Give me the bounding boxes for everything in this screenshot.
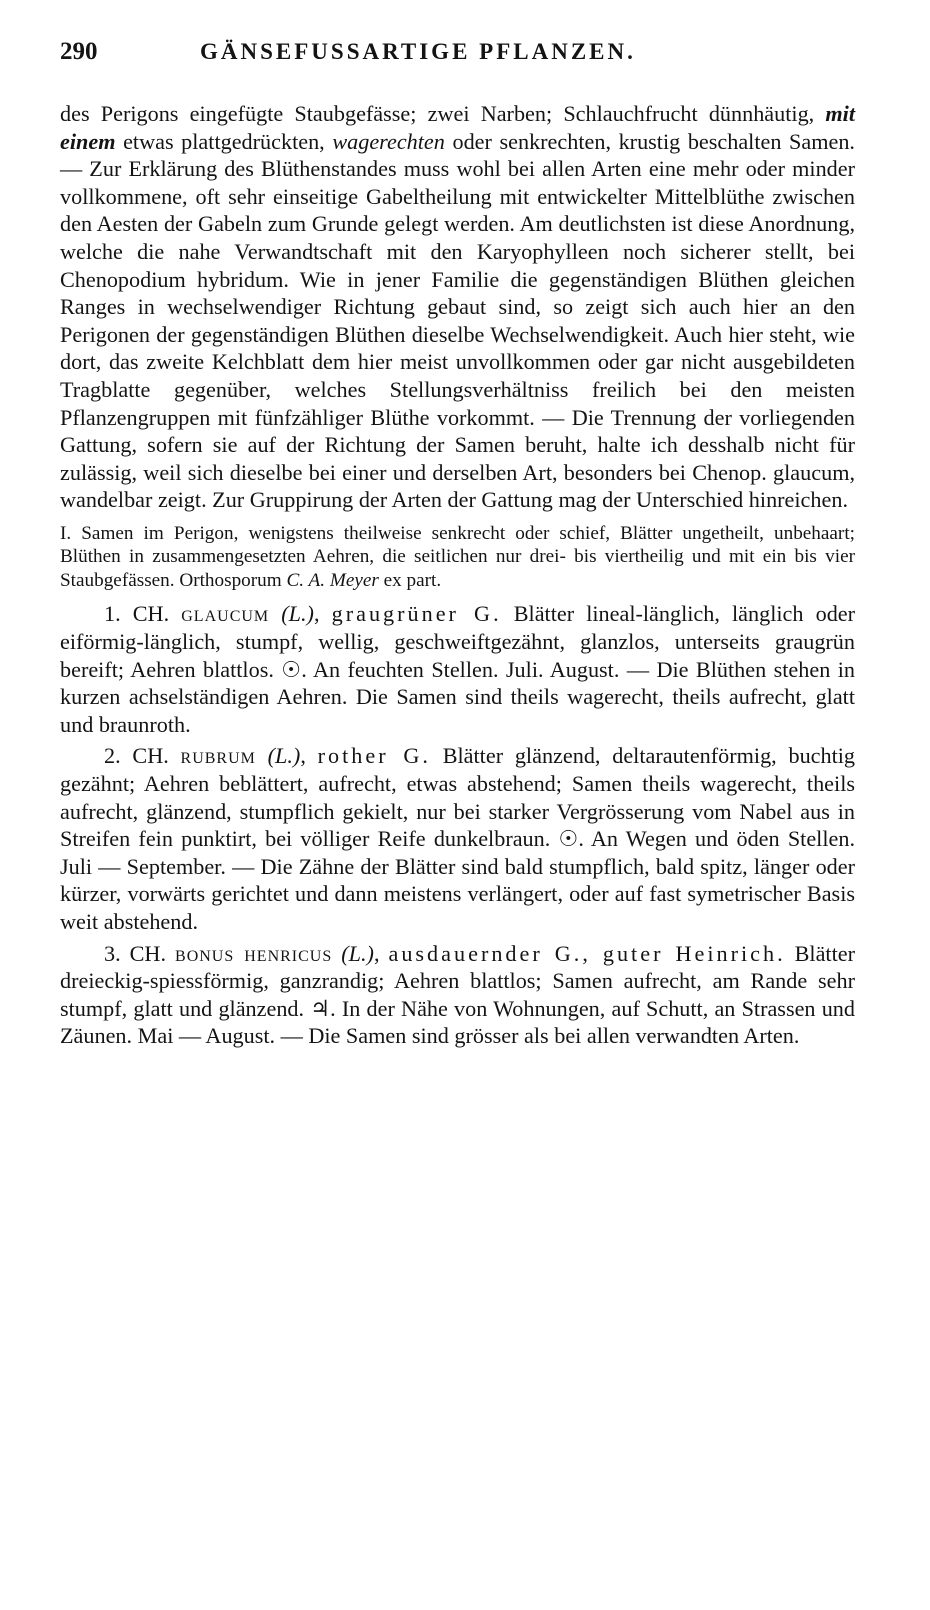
species-common-name: ausdauernder G., guter Heinrich. [388,940,786,966]
species-description: Blätter lineal-länglich, länglich oder eiförmig-länglich, stumpf, wellig, geschweiftgezähnt, glanzlos, unterseits graugrün bereift; Aehren blattlos. ☉. An feuchten Stellen. Juli. August. — Die Blüthen stehen in kurzen achselständigen Aehren. Die Samen sind theils wagerecht, theils aufrecht, glatt und braunroth. [60,601,856,737]
species-author: (L.) [281,601,314,627]
species-entry-1: 1. CH. glaucum (L.), graugrüner G. Blätter lineal-länglich, länglich oder eiförmig-länglich, stumpf, wellig, geschweiftgezähnt, glanzlos, unterseits graugrün bereift; Aehren blattlos. ☉. An feuchten Stellen. Juli. August. — Die Blüthen stehen in kurzen achselständigen Aehren. Die Samen sind theils wagerecht, theils aufrecht, glatt und braunroth. [60,601,856,737]
species-entry-3: 3. CH. bonus henricus (L.), ausdauernder G., guter Heinrich. Blätter dreieckig-spiessförmig, ganzrandig; Aehren blattlos; Samen aufrecht, am Rande sehr stumpf, glatt und glänzend. ♃. In der Nähe von Wohnungen, auf Schutt, an Strassen und Zäunen. Mai — August. — Die Samen sind grösser als bei allen verwandten Arten. [60,940,855,1049]
species-description: Blätter dreieckig-spiessförmig, ganzrandig; Aehren blattlos; Samen aufrecht, am Rande sehr stumpf, glatt und glänzend. ♃. In der Nähe von Wohnungen, auf Schutt, an Strassen und Zäunen. Mai — August. — Die Samen sind grösser als bei allen verwandten Arten. [60,940,855,1049]
running-title: GÄNSEFUSSARTIGE PFLANZEN. [200,39,636,64]
intro-paragraph [60,100,855,514]
page-number: 290 [60,38,98,65]
document-page [60,38,855,1050]
intro-text-1: des Perigons eingefügte Staubgefässe; zwei Narben; Schlauchfrucht dünnhäutig, [60,101,826,126]
species-number: 3. CH. [104,940,167,966]
species-number: 2. CH. [104,743,169,769]
species-common-name: rother G. [317,743,431,769]
species-common-name: graugrüner G. [331,601,502,627]
species-epithet: bonus henricus [175,940,333,966]
section-I-author: C. A. Meyer [286,569,379,591]
species-epithet: rubrum [180,743,256,769]
section-I-text: I. Samen im Perigon, wenigstens theilweise senkrecht oder schief, Blätter ungetheilt, unbehaart; Blüthen in zusammengesetzten Aehren, die seitlichen nur drei- bis viertheilig und mit ein bis vier Staubgefässen. Orthosporum [60,522,855,591]
page-header [60,38,855,86]
intro-text-2: etwas plattgedrückten, [115,128,333,154]
intro-italic-1: mit einem [60,101,855,154]
section-I-paragraph [60,522,855,593]
species-number: 1. CH. [104,601,170,627]
species-author: (L.) [267,743,301,769]
species-epithet: glaucum [181,601,270,627]
section-I-tail: ex part. [378,569,442,591]
species-entry-2: 2. CH. rubrum (L.), rother G. Blätter glänzend, deltarautenförmig, buchtig gezähnt; Aehren beblättert, aufrecht, etwas abstehend; Samen theils wagerecht, theils aufrecht, glänzend, stumpflich gekielt, nur bei starker Vergrösserung vom Nabel aus in Streifen fein punktirt, bei völliger Reife dunkelbraun. ☉. An Wegen und öden Stellen. Juli — September. — Die Zähne der Blätter sind bald stumpflich, bald spitz, länger oder kürzer, vorwärts gerichtet und dann meistens verlängert, oder auf fast symetrischer Basis weit abstehend. [60,743,856,934]
intro-text-3: oder senkrechten, krustig beschalten Samen. — Zur Erklärung des Blüthenstandes muss wohl bei allen Arten eine mehr oder minder vollkommene, oft sehr einseitige Gabeltheilung mit entwickelter Mittelblüthe zwischen den Aesten der Gabeln zum Grunde gelegt werden. Am deutlichsten ist diese Anordnung, welche die nahe Verwandtschaft mit den Karyophylleen noch sicherer stellt, bei Chenopodium hybridum. Wie in jener Familie die gegenständigen Blüthen gleichen Ranges in wechselwendiger Richtung gebaut sind, so zeigt sich auch hier an den Perigonen der gegenständigen Blüthen dieselbe Wechselwendigkeit. Auch hier steht, wie dort, das zweite Kelchblatt dem hier meist unvollkommen oder gar nicht ausgebildeten Tragblatte gegenüber, welches Stellungsverhältniss freilich bei den meisten Pflanzengruppen mit fünfzähliger Blüthe vorkommt. — Die Trennung der vorliegenden Gattung, sofern sie auf der Richtung der Samen beruht, halte ich desshalb nicht für zulässig, weil sich dieselbe bei einer und derselben Art, besonders bei Chenop. glaucum, wandelbar zeigt. Zur Gruppirung der Arten der Gattung mag der Unterschied hinreichen. [60,128,855,513]
species-author: (L.) [341,940,374,966]
intro-italic-2: wagerechten [332,128,445,154]
species-description: Blätter glänzend, deltarautenförmig, buchtig gezähnt; Aehren beblättert, aufrecht, etwas abstehend; Samen theils wagerecht, theils aufrecht, glänzend, stumpflich gekielt, nur bei starker Vergrösserung vom Nabel aus in Streifen fein punktirt, bei völliger Reife dunkelbraun. ☉. An Wegen und öden Stellen. Juli — September. — Die Zähne der Blätter sind bald stumpflich, bald spitz, länger oder kürzer, vorwärts gerichtet und dann meistens verlängert, oder auf fast symetrischer Basis weit abstehend. [60,743,856,934]
